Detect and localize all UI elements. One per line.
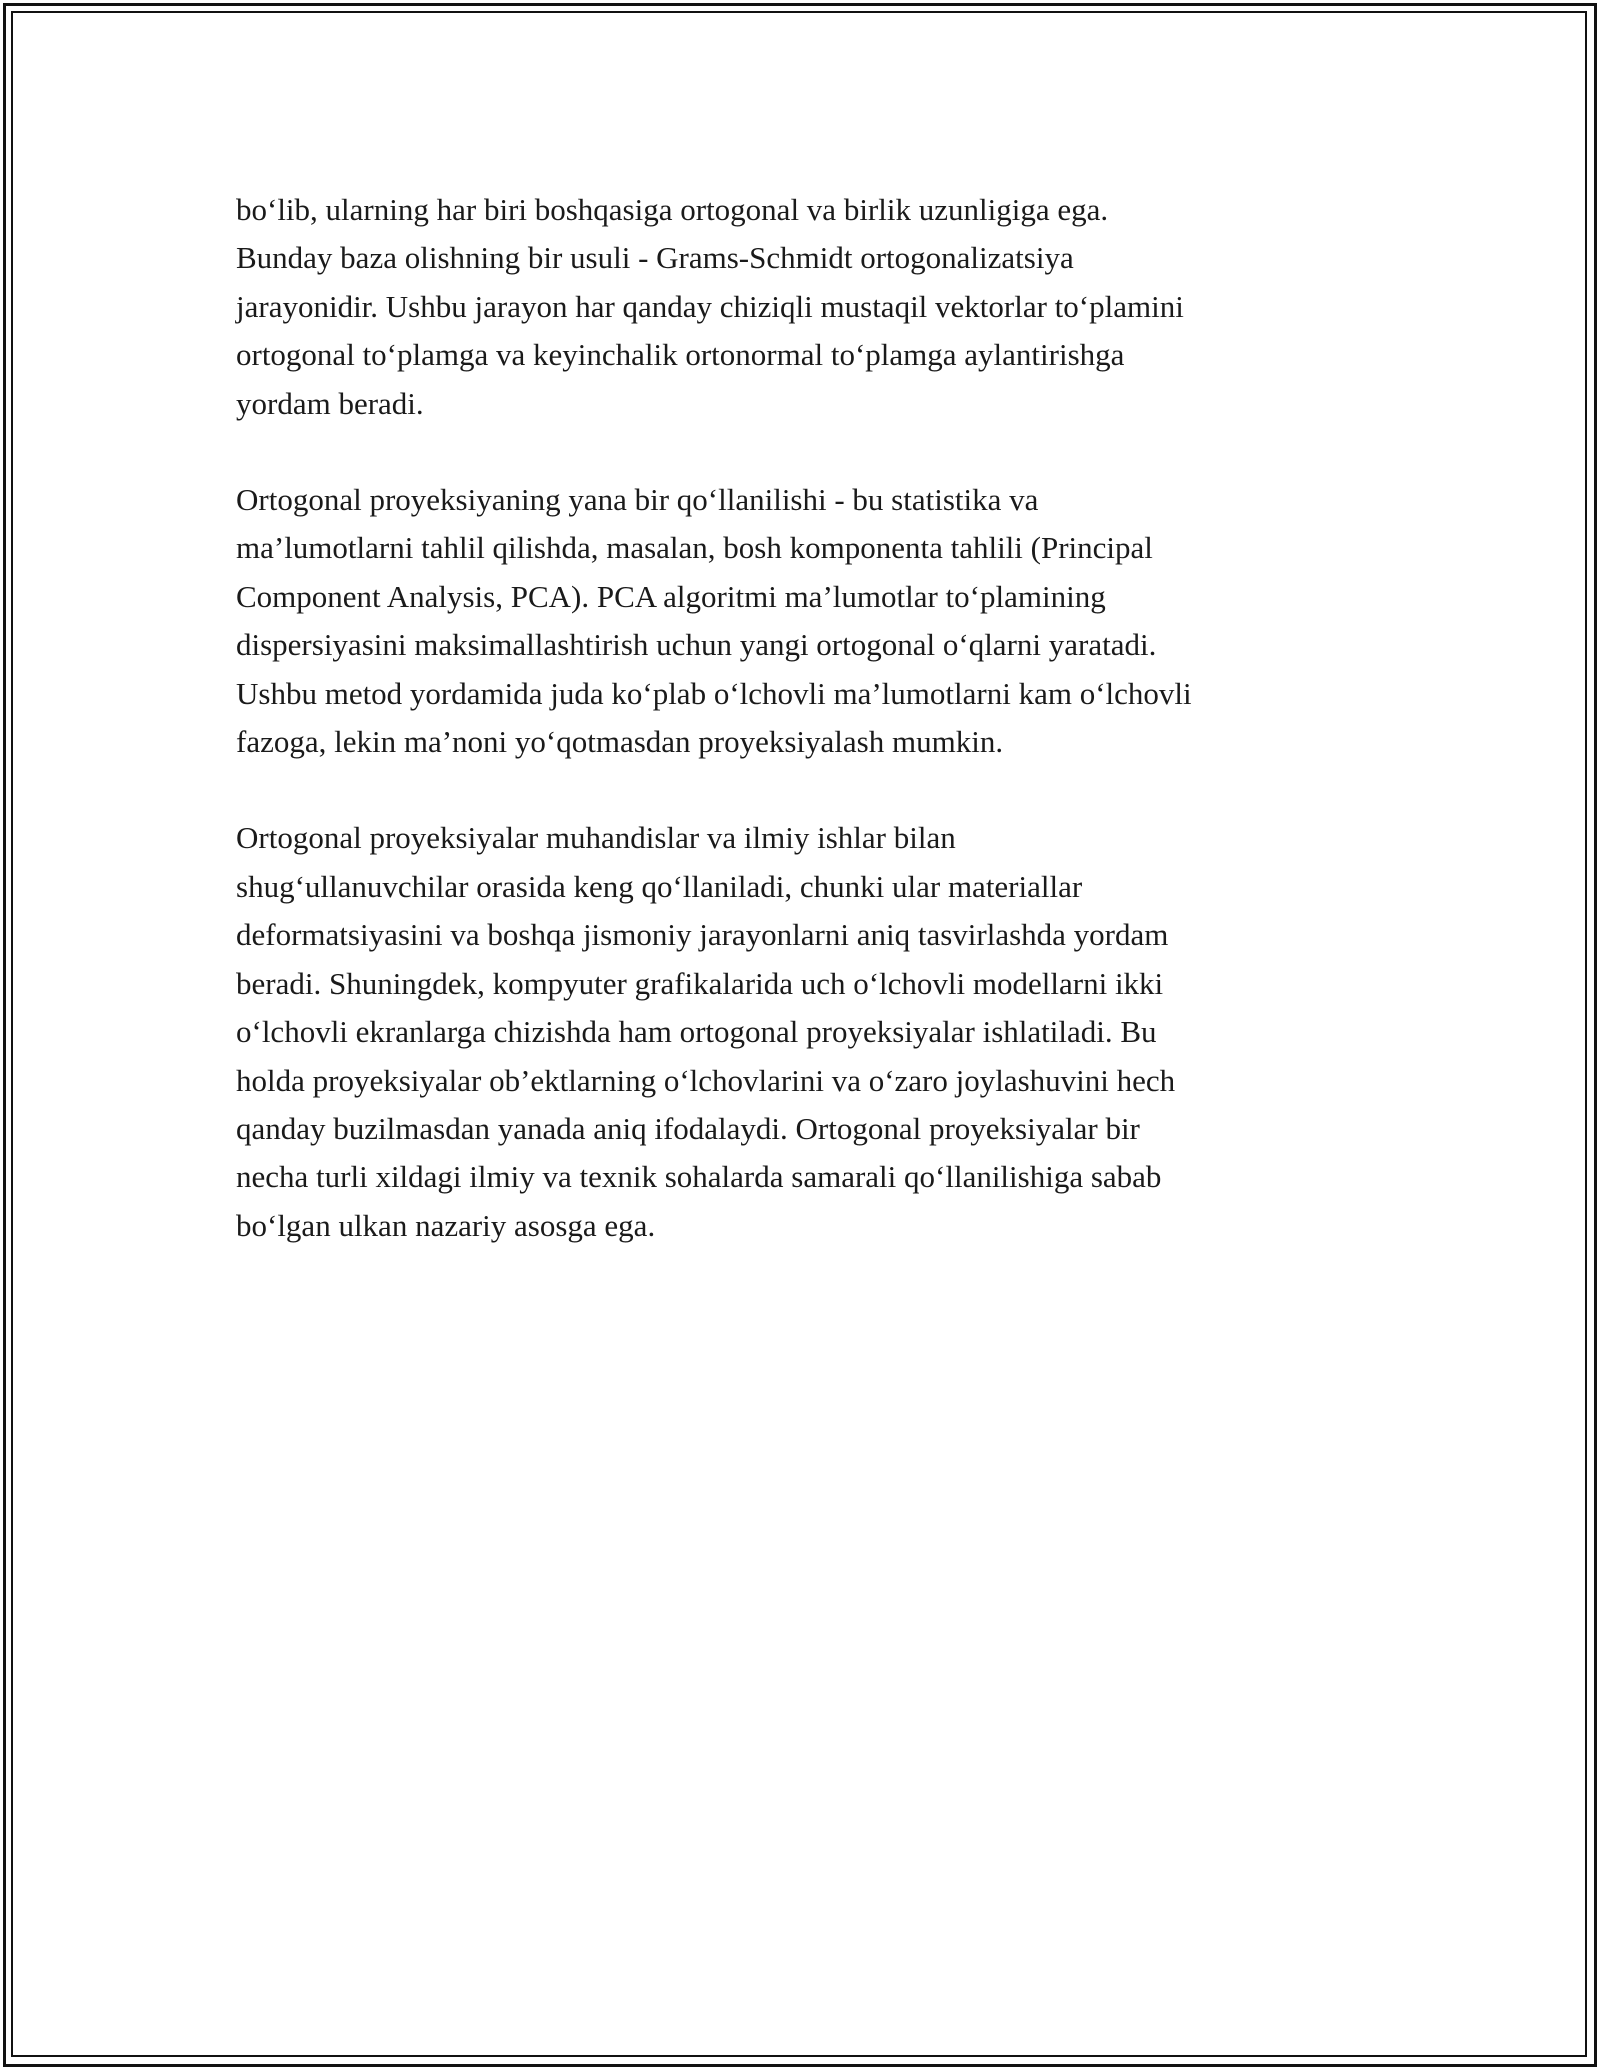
paragraph-pca: Ortogonal proyeksiyaning yana bir qo‘llanilishi - bu statistika va ma’lumotlarni tahlil qilishda, masalan, bosh komponenta tahlili (Principal Component Analysis, PCA). PCA algoritmi ma’lumotlar to‘plamining dispersiyasini maksimallashtirish uchun yangi ortogonal o‘qlarni yaratadi. Ushbu metod yordamida juda ko‘plab o‘lchovli ma’lumotlarni kam o‘lchovli fazoga, lekin ma’noni yo‘qotmasdan proyeksiyalash mumkin. — [236, 482, 1192, 760]
document-body — [236, 186, 1376, 1250]
paragraph-applications: Ortogonal proyeksiyalar muhandislar va ilmiy ishlar bilan shug‘ullanuvchilar orasida keng qo‘llaniladi, chunki ular materiallar deformatsiyasini va boshqa jismoniy jarayonlarni aniq tasvirlashda yordam beradi. Shuningdek, kompyuter grafikalarida uch o‘lchovli modellarni ikki o‘lchovli ekranlarga chizishda ham ortogonal proyeksiyalar ishlatiladi. Bu holda proyeksiyalar ob’ektlarning o‘lchovlarini va o‘zaro joylashuvini hech qanday buzilmasdan yanada aniq ifodalaydi. Ortogonal proyeksiyalar bir necha turli xildagi ilmiy va texnik sohalarda samarali qo‘llanilishiga sabab bo‘lgan ulkan nazariy asosga ega. — [236, 820, 1176, 1243]
paragraph-orthonormal-basis: bo‘lib, ularning har biri boshqasiga ortogonal va birlik uzunligiga ega. Bunday baza olishning bir usuli - Grams-Schmidt ortogonalizatsiya jarayonidir. Ushbu jarayon har qanday chiziqli mustaqil vektorlar to‘plamini ortogonal to‘plamga va keyinchalik ortonormal to‘plamga aylantirishga yordam beradi. — [236, 192, 1184, 421]
